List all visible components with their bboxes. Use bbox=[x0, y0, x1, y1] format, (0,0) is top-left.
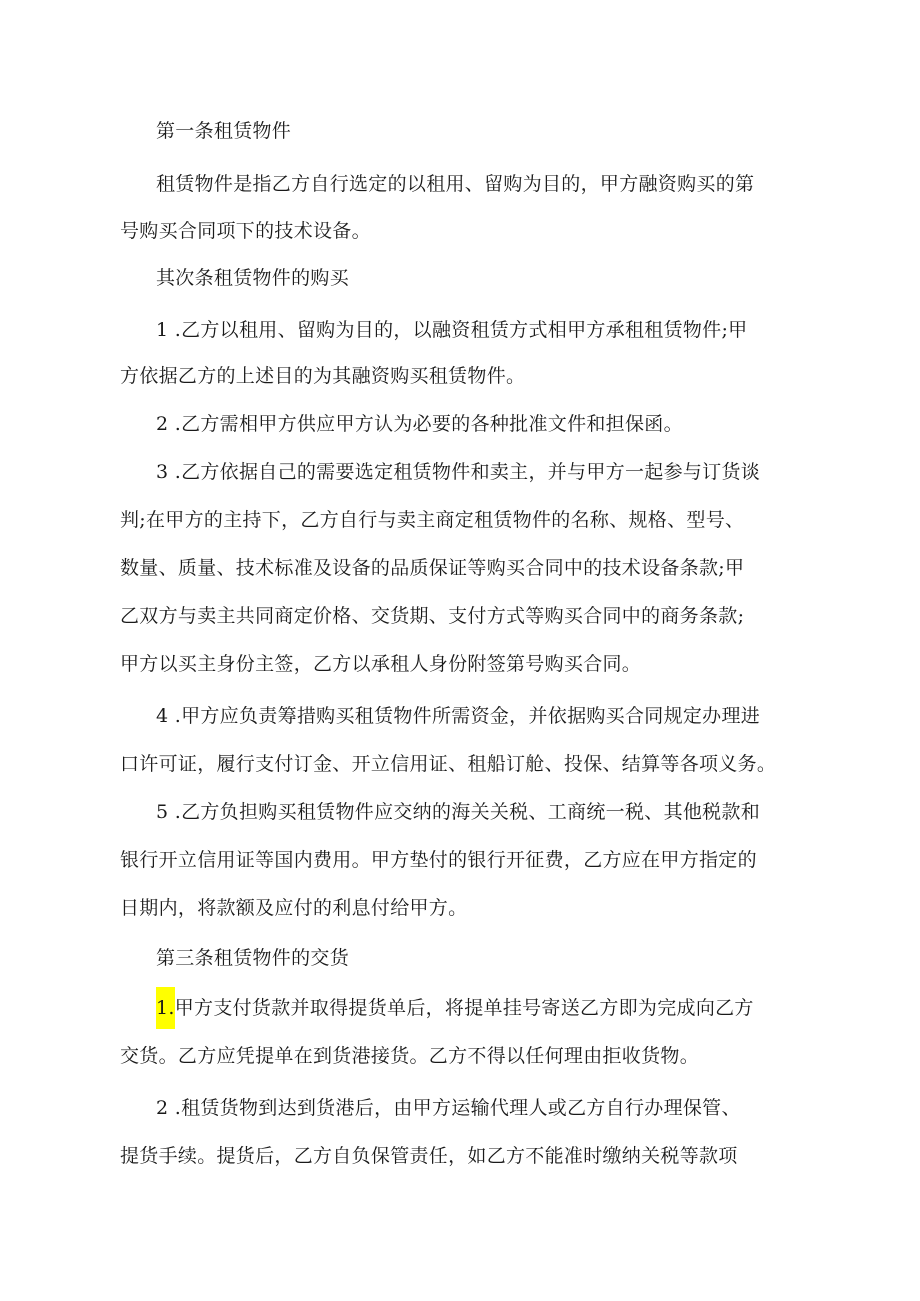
paragraph-line: 2 .租赁货物到达到货港后，由甲方运输代理人或乙方自行办理保管、 bbox=[156, 1097, 741, 1119]
paragraph-line: 银行开立信用证等国内费用。甲方垫付的银行开征费，乙方应在甲方指定的 bbox=[120, 849, 757, 871]
paragraph-line: 口许可证，履行支付订金、开立信用证、租船订舱、投保、结算等各项义务。 bbox=[120, 753, 777, 775]
paragraph-line: 租赁物件是指乙方自行选定的以租用、留购为目的，甲方融资购买的第 bbox=[156, 173, 755, 195]
paragraph-line: 5 .乙方负担购买租赁物件应交纳的海关关税、工商统一税、其他税款和 bbox=[156, 801, 761, 823]
paragraph-line: 交货。乙方应凭提单在到货港接货。乙方不得以任何理由拒收货物。 bbox=[120, 1045, 700, 1067]
paragraph-line: 提货手续。提货后，乙方自负保管责任，如乙方不能准时缴纳关税等款项 bbox=[120, 1145, 738, 1167]
paragraph-line: 1 .乙方以租用、留购为目的，以融资租赁方式相甲方承租租赁物件;甲 bbox=[156, 319, 748, 341]
paragraph-line: 4 .甲方应负责筹措购买租赁物件所需资金，并依据购买合同规定办理进 bbox=[156, 705, 761, 727]
article-2-heading: 其次条租赁物件的购买 bbox=[156, 267, 350, 289]
highlighted-number: 1. bbox=[156, 987, 175, 1029]
paragraph-line-highlighted bbox=[156, 993, 836, 1023]
paragraph-line: 方依据乙方的上述目的为其融资购买租赁物件。 bbox=[120, 365, 526, 387]
article-1-heading: 第一条租赁物件 bbox=[156, 120, 292, 142]
paragraph-line: 乙双方与卖主共同商定价格、交货期、支付方式等购买合同中的商务条款; bbox=[120, 605, 745, 627]
paragraph-text: 甲方支付货款并取得提货单后，将提单挂号寄送乙方即为完成向乙方 bbox=[174, 997, 754, 1019]
paragraph-line: 3 .乙方依据自己的需要选定租赁物件和卖主，并与甲方一起参与订货谈 bbox=[156, 461, 761, 483]
paragraph-line: 日期内，将款额及应付的利息付给甲方。 bbox=[120, 897, 468, 919]
article-3-heading: 第三条租赁物件的交货 bbox=[156, 947, 350, 969]
paragraph-line: 2 .乙方需相甲方供应甲方认为必要的各种批准文件和担保函。 bbox=[156, 413, 683, 435]
paragraph-line: 判;在甲方的主持下，乙方自行与卖主商定租赁物件的名称、规格、型号、 bbox=[120, 509, 745, 531]
paragraph-line: 数量、质量、技术标准及设备的品质保证等购买合同中的技术设备条款;甲 bbox=[120, 557, 745, 579]
paragraph-line: 甲方以买主身份主签，乙方以承租人身份附签第号购买合同。 bbox=[120, 653, 642, 675]
paragraph-line: 号购买合同项下的技术设备。 bbox=[120, 220, 371, 242]
